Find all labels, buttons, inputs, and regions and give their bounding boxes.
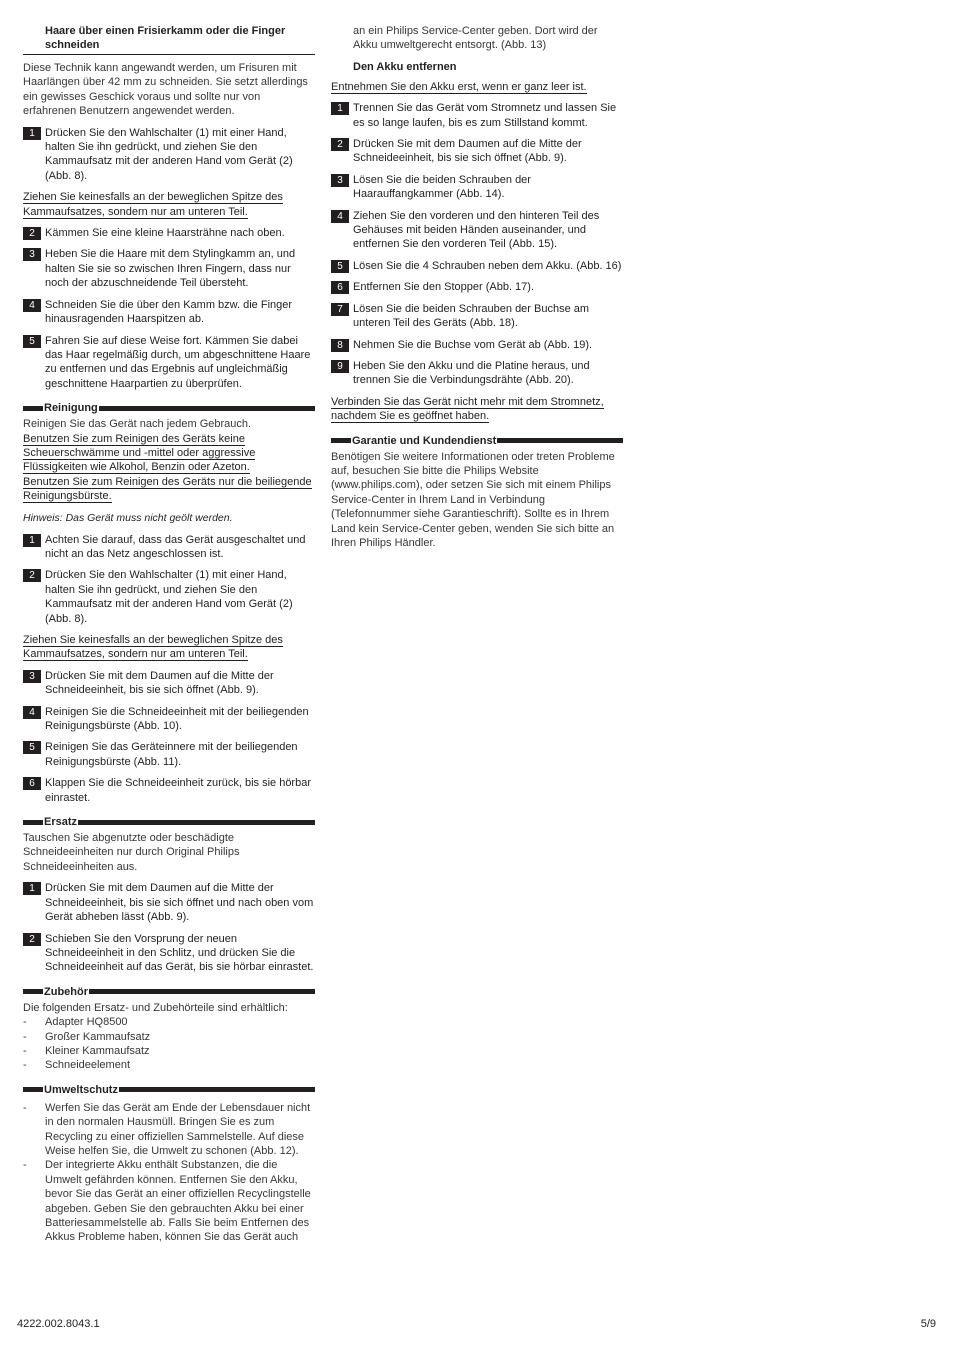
- list-item: - Schneideelement: [23, 1059, 131, 1072]
- step: [23, 932, 315, 975]
- note-text: Hinweis: Das Gerät muss nicht geölt werden.: [23, 511, 233, 524]
- step: [331, 280, 623, 294]
- cutting-steps: [23, 226, 315, 391]
- step-text: Ziehen Sie den vorderen und den hinteren Teil des Gehäuses mit beiden Händen auseinander, und entfernen Sie den vorderen Teil (Abb. 15).: [353, 209, 600, 251]
- step-number: 5: [331, 260, 349, 273]
- step: [23, 126, 315, 184]
- step-text: Reinigen Sie das Geräteinnere mit der beiliegenden Reinigungsbürste (Abb. 11).: [45, 741, 298, 768]
- accessory-list: [23, 1015, 315, 1073]
- step-number: 9: [331, 360, 349, 373]
- step: [23, 669, 315, 698]
- warning-text: Ziehen Sie keinesfalls an der beweglichen Spitze des Kammaufsatzes, sondern nur am unteren Teil.: [23, 191, 283, 218]
- step: [23, 705, 315, 734]
- step-text: Klappen Sie die Schneideeinheit zurück, bis sie hörbar einrastet.: [45, 777, 311, 804]
- warning-text: Benutzen Sie zum Reinigen des Geräts nur die beiliegende Reinigungsbürste.: [23, 475, 312, 503]
- step-text: Achten Sie darauf, dass das Gerät ausgeschaltet und nicht an das Netz angeschlossen ist.: [45, 533, 306, 560]
- step-number: 7: [331, 303, 349, 316]
- step: [331, 302, 623, 331]
- step-number: 2: [23, 933, 41, 946]
- list-item: - Werfen Sie das Gerät am Ende der Lebensdauer nicht in den normalen Hausmüll. Bringen Sie es zum Recycling zu einer offiziellen Sammelstelle. Auf diese Weise helfen Sie, die Umwelt zu schonen (Abb. 12).: [23, 1101, 311, 1157]
- step-number: 1: [23, 127, 41, 140]
- step-text: Lösen Sie die beiden Schrauben der Buchse am unteren Teil des Geräts (Abb. 18).: [353, 302, 590, 330]
- step-text: Schneiden Sie die über den Kamm bzw. die Finger hinausragenden Haarspitzen ab.: [45, 298, 293, 326]
- step: [331, 359, 623, 388]
- step-number: 8: [331, 339, 349, 352]
- step-text: Fahren Sie auf diese Weise fort. Kämmen Sie dabei das Haar regelmäßig durch, um abgeschnittene Haare zu entfernen und das Ergebnis auf ungleichmäßig geschnittene Haarpartien zu überprüfen.: [45, 334, 311, 390]
- garantie-text: Benötigen Sie weitere Informationen oder treten Probleme auf, besuchen Sie bitte die Philips Website (www.philips.com), oder setzen Sie sich mit einem Philips Service-Center in Ihrem Land in Verbindung (Telefonnummer siehe Garantieschrift). Sollte es in Ihrem Land kein Service-Center geben, wenden Sie sich bitte an Ihren Philips Händler.: [331, 450, 615, 549]
- cutting-intro: Diese Technik kann angewandt werden, um Frisuren mit Haarlängen über 42 mm zu schneiden. Sie setzt allerdings ein gewisses Geschick voraus und sollte nur von erfahrenen Benutzern angewendet werden.: [23, 62, 308, 118]
- step: [23, 568, 315, 626]
- step-number: 1: [23, 882, 41, 895]
- step: [23, 776, 315, 805]
- step: [23, 740, 315, 769]
- step-number: 2: [331, 138, 349, 151]
- step-number: 2: [23, 227, 41, 240]
- step: [331, 209, 623, 252]
- step-number: 5: [23, 741, 41, 754]
- step-number: 3: [331, 174, 349, 187]
- step-number: 6: [23, 777, 41, 790]
- step-number: 3: [23, 670, 41, 683]
- step-text: Entfernen Sie den Stopper (Abb. 17).: [353, 281, 535, 294]
- step: [23, 334, 315, 392]
- step-number: 2: [23, 569, 41, 582]
- step-number: 3: [23, 248, 41, 261]
- step: [23, 881, 315, 924]
- step: [331, 101, 623, 130]
- step: [23, 298, 315, 327]
- section-heading-zubehoer: Zubehör: [23, 985, 315, 999]
- step-text: Drücken Sie mit dem Daumen auf die Mitte der Schneideeinheit, bis sie sich öffnet und nach oben vom Gerät abheben lässt (Abb. 9).: [45, 882, 314, 924]
- step-text: Reinigen Sie die Schneideeinheit mit der beiliegenden Reinigungsbürste (Abb. 10).: [45, 705, 309, 733]
- environment-list: [23, 1101, 315, 1245]
- step-number: 1: [331, 102, 349, 115]
- step-text: Kämmen Sie eine kleine Haarsträhne nach oben.: [45, 227, 285, 240]
- step-text: Drücken Sie mit dem Daumen auf die Mitte der Schneideeinheit, bis sie sich öffnet (Abb. 9).: [45, 669, 274, 697]
- section-heading-garantie: Garantie und Kundendienst: [331, 434, 623, 448]
- continuation-text: an ein Philips Service-Center geben. Dort wird der Akku umweltgerecht entsorgt. (Abb. 13): [353, 25, 598, 52]
- reinigung-intro: Reinigen Sie das Gerät nach jedem Gebrauch.: [23, 418, 252, 431]
- list-item: - Großer Kammaufsatz: [23, 1030, 151, 1043]
- step: [331, 338, 623, 352]
- ersatz-intro: Tauschen Sie abgenutzte oder beschädigte Schneideeinheiten nur durch Original Philips Schneideeinheiten aus.: [23, 832, 240, 873]
- section-heading-reinigung: Reinigung: [23, 401, 315, 415]
- warning-text: Verbinden Sie das Gerät nicht mehr mit dem Stromnetz, nachdem Sie es geöffnet haben.: [331, 395, 604, 423]
- warning-text: Entnehmen Sie den Akku erst, wenn er ganz leer ist.: [331, 80, 587, 93]
- step-text: Lösen Sie die beiden Schrauben der Haarauffangkammer (Abb. 14).: [353, 173, 531, 201]
- page-number: 5/9: [920, 1318, 936, 1330]
- section-heading-ersatz: Ersatz: [23, 815, 315, 829]
- step-text: Trennen Sie das Gerät vom Stromnetz und lassen Sie es so lange laufen, bis es zum Stillstand kommt.: [353, 102, 617, 129]
- step-number: 4: [23, 706, 41, 719]
- list-item: - Der integrierte Akku enthält Substanzen, die die Umwelt gefährden können. Entfernen Sie den Akku, bevor Sie das Gerät an einer offiziellen Recyclingstelle abgeben. Geben Sie den gebrauchten Akku bei einer Batteriesammelstelle ab. Falls Sie beim Entfernen des Akkus Probleme haben, können Sie das Gerät auch: [23, 1159, 311, 1244]
- right-column: [331, 24, 623, 557]
- step: [23, 247, 315, 290]
- step-text: Drücken Sie mit dem Daumen auf die Mitte der Schneideeinheit, bis sie sich öffnet (Abb. 9).: [353, 138, 582, 165]
- warning-text: Benutzen Sie zum Reinigen des Geräts keine Scheuerschwämme und -mittel oder aggressive Flüssigkeiten wie Alkohol, Benzin oder Azeton.: [23, 432, 256, 474]
- step-text: Nehmen Sie die Buchse vom Gerät ab (Abb. 19).: [353, 338, 593, 351]
- step-text: Drücken Sie den Wahlschalter (1) mit einer Hand, halten Sie ihn gedrückt, und ziehen Sie den Kammaufsatz mit der anderen Hand vom Gerät (2) (Abb. 8).: [45, 569, 293, 625]
- section-heading-umwelt: Umweltschutz: [23, 1083, 315, 1097]
- section-title-cutting: Haare über einen Frisierkamm oder die Finger schneiden: [45, 25, 286, 51]
- step: [23, 533, 315, 562]
- step: [23, 226, 315, 240]
- step-number: 1: [23, 534, 41, 547]
- step-text: Lösen Sie die 4 Schrauben neben dem Akku. (Abb. 16): [353, 259, 622, 272]
- zubehoer-intro: Die folgenden Ersatz- und Zubehörteile sind erhältlich:: [23, 1001, 288, 1014]
- step-text: Schieben Sie den Vorsprung der neuen Schneideeinheit in den Schlitz, und drücken Sie die Schneideeinheit auf das Gerät, bis sie hörbar einrastet.: [45, 932, 314, 974]
- step-text: Heben Sie den Akku und die Platine heraus, und trennen Sie die Verbindungsdrähte (Abb. 20).: [353, 359, 590, 387]
- section-rule: [23, 54, 315, 55]
- step-text: Heben Sie die Haare mit dem Stylingkamm an, und halten Sie sie so zwischen Ihren Fingern, dass nur noch der abzuschneidende Teil übersteht.: [45, 248, 296, 290]
- step-number: 5: [23, 335, 41, 348]
- warning-text: Ziehen Sie keinesfalls an der beweglichen Spitze des Kammaufsatzes, sondern nur am unteren Teil.: [23, 634, 283, 661]
- step: [331, 259, 623, 273]
- step-number: 4: [331, 210, 349, 223]
- list-item: - Kleiner Kammaufsatz: [23, 1044, 150, 1057]
- step: [331, 173, 623, 202]
- step: [331, 137, 623, 166]
- step-number: 6: [331, 281, 349, 294]
- left-column: [23, 24, 315, 1251]
- step-number: 4: [23, 299, 41, 312]
- document-code: 4222.002.8043.1: [17, 1318, 100, 1330]
- section-title-akku: Den Akku entfernen: [353, 60, 457, 73]
- step-text: Drücken Sie den Wahlschalter (1) mit einer Hand, halten Sie ihn gedrückt, und ziehen Sie den Kammaufsatz mit der anderen Hand vom Gerät (2) (Abb. 8).: [45, 126, 293, 182]
- list-item: - Adapter HQ8500: [23, 1016, 128, 1029]
